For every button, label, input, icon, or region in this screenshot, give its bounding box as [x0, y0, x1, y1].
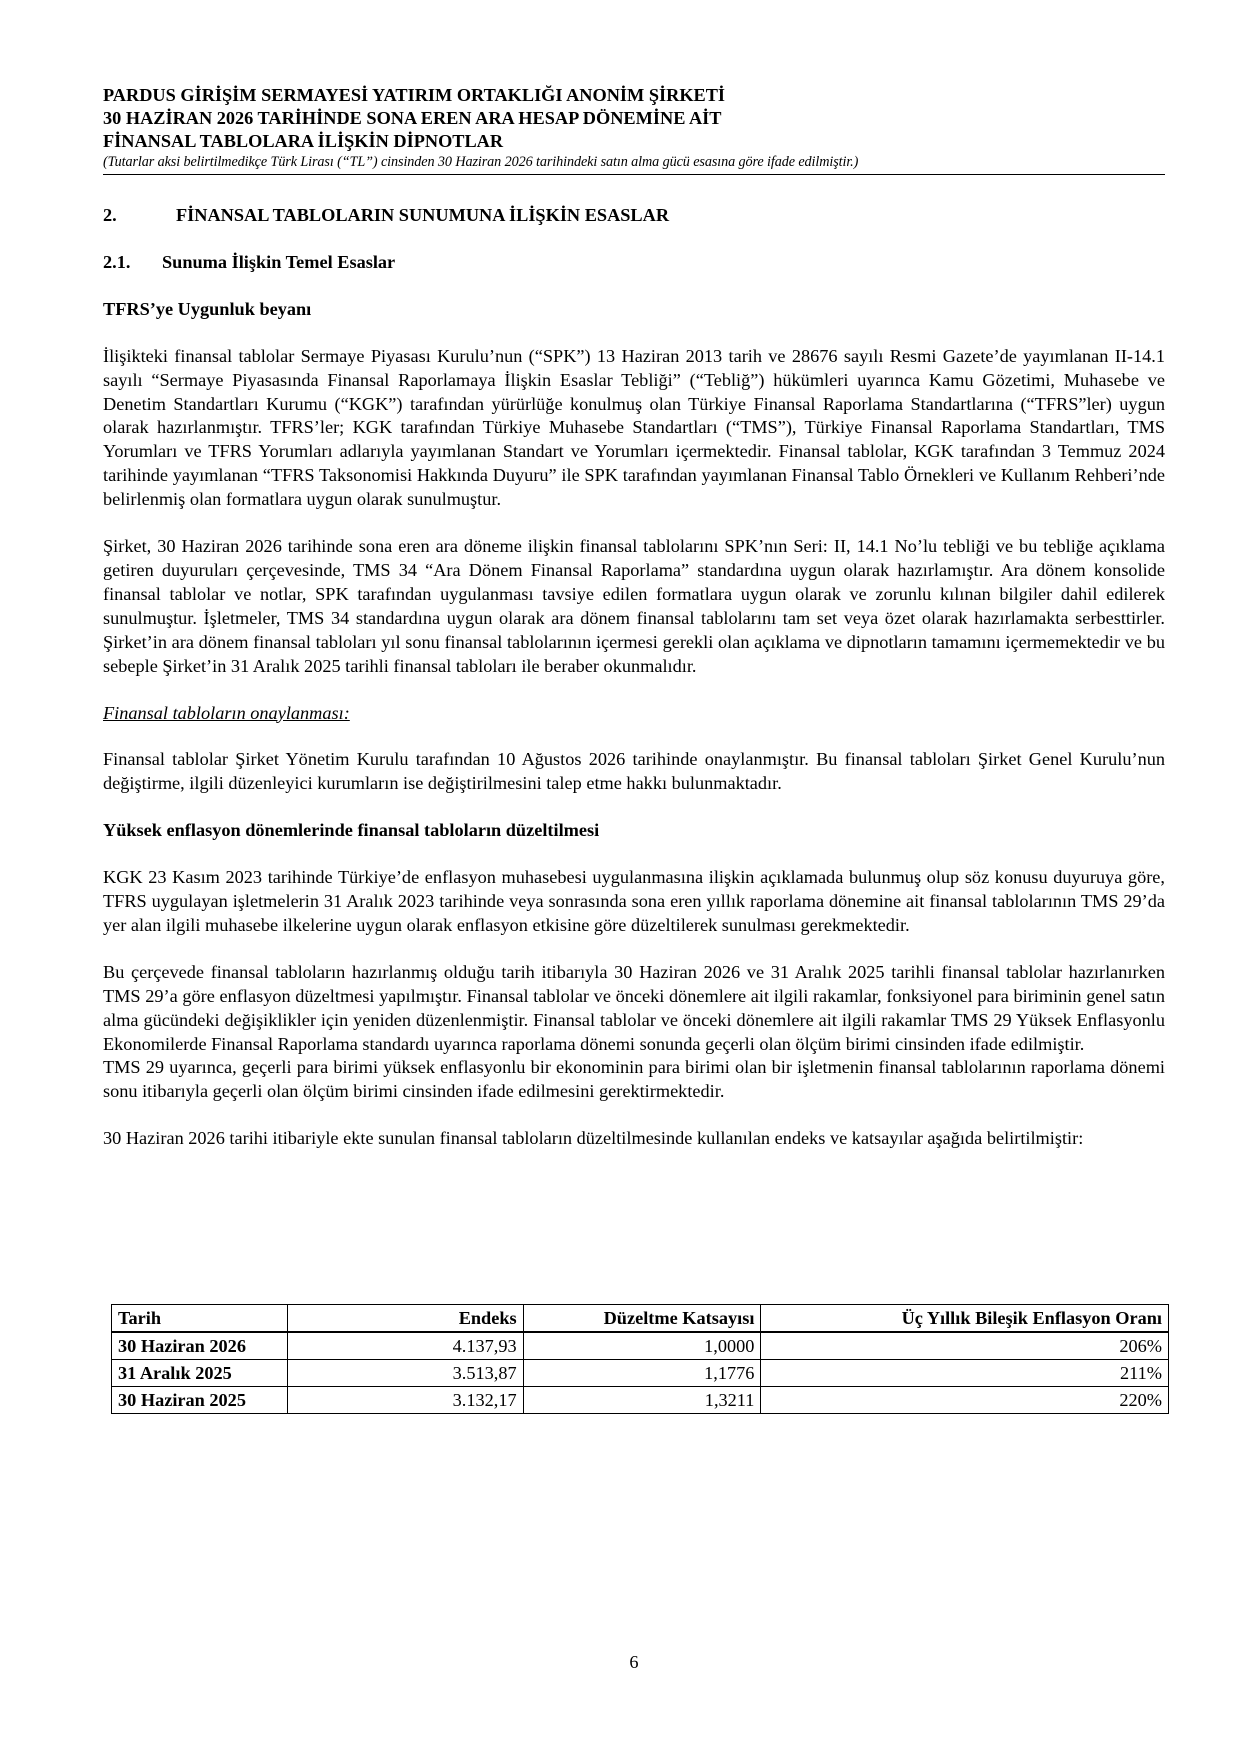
cell-date: 30 Haziran 2026: [112, 1332, 288, 1360]
table-header-row: [112, 1305, 1169, 1333]
paragraph-approval: Finansal tablolar Şirket Yönetim Kurulu tarafından 10 Ağustos 2026 tarihinde onaylanmıştır. Bu finansal tabloları Şirket Genel Kurulu’nun değiştirme, ilgili düzenleyici kurumların ise değiştirilmesini talep etme hakkı bulunmaktadır.: [103, 749, 1165, 794]
paragraph-tms29: Bu çerçevede finansal tabloların hazırlanmış olduğu tarih itibarıyla 30 Haziran 2026 ve 31 Aralık 2025 tarihli finansal tablolar hazırlanırken TMS 29’a göre enflasyon düzeltmesi yapılmıştır. Finansal tablolar ve önceki dönemlere ait ilgili rakamlar, fonksiyonel para biriminin genel satın alma gücündeki değişiklikler için yeniden düzenlenmiştir. Finansal tablolar ve önceki dönemlere ait ilgili rakamlar TMS 29 Yüksek Enflasyonlu Ekonomilerde Finansal Raporlama standardı uyarınca raporlama dönemi sonunda geçerli olan ölçüm birimi cinsinden ifade edilmiştir.: [103, 961, 1165, 1054]
column-header-coefficient: Düzeltme Katsayısı: [523, 1305, 761, 1333]
tfrs-heading: TFRS’ye Uygunluk beyanı: [103, 298, 312, 319]
cell-index: 4.137,93: [287, 1332, 523, 1360]
cell-inflation-rate: 220%: [761, 1387, 1169, 1414]
document-page: [103, 0, 1165, 1754]
notes-title: FİNANSAL TABLOLARA İLİŞKİN DİPNOTLAR: [103, 131, 504, 151]
section-title: FİNANSAL TABLOLARIN SUNUMUNA İLİŞKİN ESASLAR: [176, 205, 670, 225]
cell-index: 3.132,17: [287, 1387, 523, 1414]
cell-inflation-rate: 206%: [761, 1332, 1169, 1360]
subsection-heading: [103, 251, 1165, 275]
paragraph-interim: Şirket, 30 Haziran 2026 tarihinde sona eren ara döneme ilişkin finansal tablolarını SPK’nın Seri: II, 14.1 No’lu tebliği ve bu tebliğe açıklama getiren duyuruları çerçevesinde, TMS 34 “Ara Dönem Finansal Raporlama” standardına uygun olarak hazırlamıştır. Ara dönem konsolide finansal tablolar ve notlar, SPK tarafından uygulanması tavsiye edilen formatlara uygun olarak ve zorunlu kılınan bilgiler dahil edilerek sunulmuştur. İşletmeler, TMS 34 standardına uygun olarak ara dönem finansal tablolarını tam set veya özet olarak hazırlamakta serbesttirler. Şirket’in ara dönem finansal tabloları yıl sonu finansal tablolarının içermesi gerekli olan açıklama ve dipnotların tamamını içermemektedir ve bu sebeple Şirket’in 31 Aralık 2025 tarihli finansal tabloları ile beraber okunmalıdır.: [103, 536, 1165, 676]
page-number: 6: [629, 1652, 639, 1672]
table-row: [112, 1387, 1169, 1414]
paragraph-tms29-requirement: TMS 29 uyarınca, geçerli para birimi yüksek enflasyonlu bir ekonominin para birimi olan bir işletmenin finansal tablolarının raporlama dönemi sonu itibarıyla geçerli olan ölçüm birimi cinsinden ifade edilmesini gerektirmektedir.: [103, 1057, 1165, 1102]
column-header-date: Tarih: [112, 1305, 288, 1333]
section-heading: [103, 204, 1165, 228]
subsection-number: 2.1.: [103, 251, 131, 272]
section-number: 2.: [103, 205, 117, 225]
page-header: [103, 84, 1165, 175]
cell-date: 30 Haziran 2025: [112, 1387, 288, 1414]
approval-heading: Finansal tabloların onaylanması:: [103, 702, 350, 723]
company-name: PARDUS GİRİŞİM SERMAYESİ YATIRIM ORTAKLIĞI ANONİM ŞİRKETİ: [103, 85, 726, 105]
inflation-heading: Yüksek enflasyon dönemlerinde finansal tabloların düzeltilmesi: [103, 820, 600, 841]
subsection-title: Sunuma İlişkin Temel Esaslar: [162, 251, 396, 272]
cell-date: 31 Aralık 2025: [112, 1360, 288, 1387]
table-row: [112, 1332, 1169, 1360]
cell-coefficient: 1,1776: [523, 1360, 761, 1387]
column-header-index: Endeks: [287, 1305, 523, 1333]
cell-index: 3.513,87: [287, 1360, 523, 1387]
inflation-index-table: [111, 1304, 1169, 1414]
cell-inflation-rate: 211%: [761, 1360, 1169, 1387]
cell-coefficient: 1,0000: [523, 1332, 761, 1360]
period-title: 30 HAZİRAN 2026 TARİHİNDE SONA EREN ARA HESAP DÖNEMİNE AİT: [103, 108, 722, 128]
paragraph-index-intro: 30 Haziran 2026 tarihi itibariyle ekte sunulan finansal tabloların düzeltilmesinde kullanılan endeks ve katsayılar aşağıda belirtilmiştir:: [103, 1128, 1084, 1149]
page-body: [103, 204, 1165, 1151]
currency-note: (Tutarlar aksi belirtilmedikçe Türk Lirası (“TL”) cinsinden 30 Haziran 2026 tarihindeki satın alma gücü esasına göre ifade edilmiştir.): [103, 154, 859, 170]
column-header-inflation-rate: Üç Yıllık Bileşik Enflasyon Oranı: [761, 1305, 1169, 1333]
paragraph-kgk: KGK 23 Kasım 2023 tarihinde Türkiye’de enflasyon muhasebesi uygulanmasına ilişkin açıklamada bulunmuş olup söz konusu duyuruya göre, TFRS uygulayan işletmelerin 31 Aralık 2023 tarihinde veya sonrasında sona eren yıllık raporlama dönemine ait finansal tablolarının TMS 29’da yer alan ilgili muhasebe ilkelerine uygun olarak enflasyon etkisine göre düzeltilerek sunulması gerekmektedir.: [103, 867, 1165, 935]
table-row: [112, 1360, 1169, 1387]
paragraph-tfrs: İlişikteki finansal tablolar Sermaye Piyasası Kurulu’nun (“SPK”) 13 Haziran 2013 tarih ve 28676 sayılı Resmi Gazete’de yayımlanan II-14.1 sayılı “Sermaye Piyasasında Finansal Raporlamaya İlişkin Esaslar Tebliği” (“Tebliğ”) hükümleri uyarınca Kamu Gözetimi, Muhasebe ve Denetim Standartları Kurumu (“KGK”) tarafından yürürlüğe konulmuş olan Türkiye Finansal Raporlama Standartlarına (“TFRS”ler) uygun olarak hazırlanmıştır. TFRS’ler; KGK tarafından Türkiye Muhasebe Standartları (“TMS”), Türkiye Finansal Raporlama Standartları, TMS Yorumları ve TFRS Yorumları adlarıyla yayımlanan Standart ve Yorumları içermektedir. Finansal tablolar, KGK tarafından 3 Temmuz 2024 tarihinde yayımlanan “TFRS Taksonomisi Hakkında Duyuru” ile SPK tarafından yayımlanan Finansal Tablo Örnekleri ve Kullanım Rehberi’nde belirlenmiş olan formatlara uygun olarak sunulmuştur.: [103, 345, 1165, 510]
cell-coefficient: 1,3211: [523, 1387, 761, 1414]
